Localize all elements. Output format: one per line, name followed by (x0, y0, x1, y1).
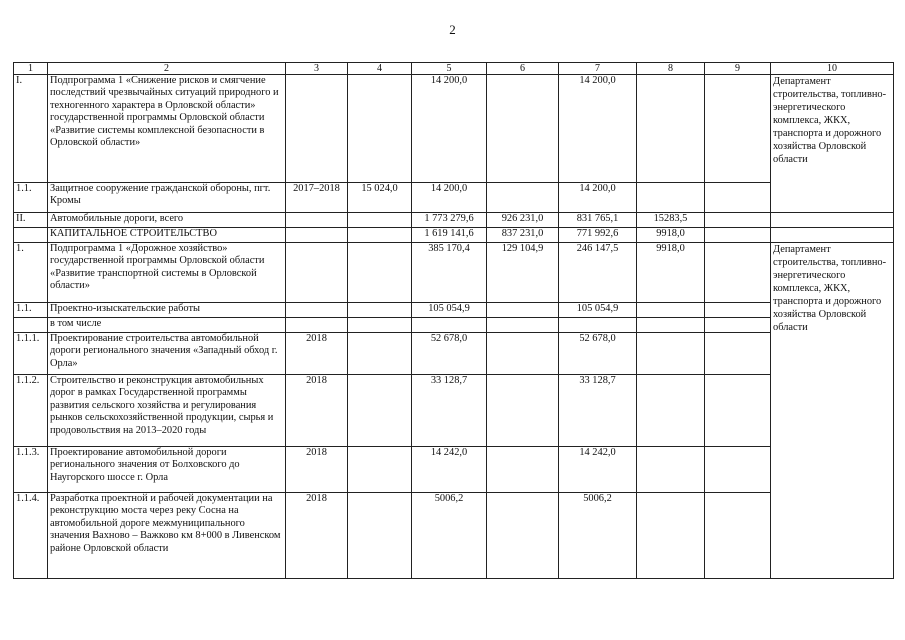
page-number: 2 (449, 22, 456, 37)
table-row (14, 243, 894, 303)
table-row (14, 447, 894, 493)
cell-period (286, 213, 348, 228)
cell-period: 2018 (286, 375, 348, 447)
row-name: Подпрограмма 1 «Снижение рисков и смягчение последствий чрезвычайных ситуаций природного и техногенного характера в Орловской области» государственной программы Орловской области «Развитие системы комплексной безопасности в Орловской области» (48, 75, 286, 183)
cell-regional: 14 200,0 (559, 75, 637, 183)
budget-table (13, 62, 894, 579)
cell-regional: 14 200,0 (559, 183, 637, 213)
cell-local: 15283,5 (637, 213, 705, 228)
header-cell: 1 (14, 63, 48, 75)
cell-federal: 926 231,0 (487, 213, 559, 228)
row-number: 1.1. (14, 183, 48, 213)
header-cell: 9 (705, 63, 771, 75)
row-name: КАПИТАЛЬНОЕ СТРОИТЕЛЬСТВО (48, 228, 286, 243)
cell-regional: 771 992,6 (559, 228, 637, 243)
table-row (14, 493, 894, 579)
cell-period (286, 318, 348, 333)
row-number: II. (14, 213, 48, 228)
cell-period: 2018 (286, 493, 348, 579)
cell-federal (487, 75, 559, 183)
cell-dept-empty (771, 213, 894, 228)
header-cell: 8 (637, 63, 705, 75)
cell-other (705, 447, 771, 493)
cell-other (705, 228, 771, 243)
cell-other (705, 183, 771, 213)
cell-regional: 52 678,0 (559, 333, 637, 375)
cell-cost (348, 228, 412, 243)
cell-local (637, 375, 705, 447)
header-cell: 10 (771, 63, 894, 75)
row-name: Проектирование автомобильной дороги регионального значения от Болховского до Наугорского шоссе г. Орла (48, 447, 286, 493)
cell-total: 14 242,0 (412, 447, 487, 493)
table-row (14, 75, 894, 183)
cell-federal (487, 375, 559, 447)
header-cell: 4 (348, 63, 412, 75)
row-name: Автомобильные дороги, всего (48, 213, 286, 228)
cell-period (286, 303, 348, 318)
cell-cost (348, 243, 412, 303)
cell-total: 1 619 141,6 (412, 228, 487, 243)
cell-regional: 5006,2 (559, 493, 637, 579)
cell-total: 5006,2 (412, 493, 487, 579)
cell-cost: 15 024,0 (348, 183, 412, 213)
table-row (14, 183, 894, 213)
cell-total: 385 170,4 (412, 243, 487, 303)
cell-cost (348, 303, 412, 318)
cell-regional: 105 054,9 (559, 303, 637, 318)
cell-local (637, 447, 705, 493)
cell-federal (487, 183, 559, 213)
row-name: Проектирование строительства автомобильной дороги регионального значения «Западный обход г. Орла» (48, 333, 286, 375)
row-number: 1.1.1. (14, 333, 48, 375)
cell-other (705, 243, 771, 303)
cell-cost (348, 213, 412, 228)
header-cell: 3 (286, 63, 348, 75)
cell-other (705, 318, 771, 333)
cell-regional: 246 147,5 (559, 243, 637, 303)
row-number: 1.1.3. (14, 447, 48, 493)
row-name: в том числе (48, 318, 286, 333)
cell-period (286, 243, 348, 303)
cell-local (637, 333, 705, 375)
responsible-dept: Департамент строительства, топливно-энергетического комплекса, ЖКХ, транспорта и дорожного хозяйства Орловской области (771, 243, 894, 579)
header-cell: 6 (487, 63, 559, 75)
cell-local: 9918,0 (637, 243, 705, 303)
table-row (14, 303, 894, 318)
row-number: 1. (14, 243, 48, 303)
row-number: 1.1.2. (14, 375, 48, 447)
cell-federal (487, 493, 559, 579)
table-row (14, 375, 894, 447)
cell-federal (487, 447, 559, 493)
table-row (14, 228, 894, 243)
cell-total: 33 128,7 (412, 375, 487, 447)
cell-cost (348, 375, 412, 447)
cell-total: 14 200,0 (412, 183, 487, 213)
cell-regional (559, 318, 637, 333)
cell-other (705, 333, 771, 375)
row-name: Защитное сооружение гражданской обороны, пгт. Кромы (48, 183, 286, 213)
cell-local (637, 318, 705, 333)
cell-federal: 129 104,9 (487, 243, 559, 303)
cell-federal (487, 318, 559, 333)
cell-federal (487, 303, 559, 318)
row-number: I. (14, 75, 48, 183)
cell-other (705, 493, 771, 579)
cell-cost (348, 333, 412, 375)
cell-federal (487, 333, 559, 375)
cell-total: 52 678,0 (412, 333, 487, 375)
row-name: Подпрограмма 1 «Дорожное хозяйство» государственной программы Орловской области «Развитие транспортной системы в Орловской области» (48, 243, 286, 303)
table-row (14, 213, 894, 228)
cell-cost (348, 318, 412, 333)
cell-period: 2017–2018 (286, 183, 348, 213)
cell-other (705, 303, 771, 318)
row-number (14, 228, 48, 243)
cell-regional: 831 765,1 (559, 213, 637, 228)
row-number (14, 318, 48, 333)
row-name: Проектно-изыскательские работы (48, 303, 286, 318)
cell-period: 2018 (286, 447, 348, 493)
cell-local: 9918,0 (637, 228, 705, 243)
table-row (14, 333, 894, 375)
cell-period (286, 228, 348, 243)
cell-regional: 33 128,7 (559, 375, 637, 447)
cell-total: 14 200,0 (412, 75, 487, 183)
header-cell: 7 (559, 63, 637, 75)
cell-regional: 14 242,0 (559, 447, 637, 493)
cell-local (637, 75, 705, 183)
cell-total: 105 054,9 (412, 303, 487, 318)
cell-dept-empty (771, 228, 894, 243)
row-number: 1.1.4. (14, 493, 48, 579)
cell-local (637, 303, 705, 318)
table-row (14, 318, 894, 333)
cell-cost (348, 493, 412, 579)
cell-period (286, 75, 348, 183)
responsible-dept: Департамент строительства, топливно-энергетического комплекса, ЖКХ, транспорта и дорожного хозяйства Орловской области (771, 75, 894, 213)
cell-cost (348, 447, 412, 493)
cell-other (705, 375, 771, 447)
row-name: Строительство и реконструкция автомобильных дорог в рамках Государственной программы развития сельского хозяйства и регулирования рынков сельскохозяйственной продукции, сырья и продовольствия на 2013–2020 годы (48, 375, 286, 447)
row-name: Разработка проектной и рабочей документации на реконструкцию моста через реку Сосна на автомобильной дороге межмуниципального значения Вахново – Важково км 8+000 в Ливенском районе Орловской области (48, 493, 286, 579)
cell-federal: 837 231,0 (487, 228, 559, 243)
cell-other (705, 213, 771, 228)
cell-period: 2018 (286, 333, 348, 375)
cell-total: 1 773 279,6 (412, 213, 487, 228)
cell-local (637, 183, 705, 213)
cell-total (412, 318, 487, 333)
cell-local (637, 493, 705, 579)
cell-cost (348, 75, 412, 183)
cell-other (705, 75, 771, 183)
header-row (14, 63, 894, 75)
header-cell: 2 (48, 63, 286, 75)
header-cell: 5 (412, 63, 487, 75)
row-number: 1.1. (14, 303, 48, 318)
